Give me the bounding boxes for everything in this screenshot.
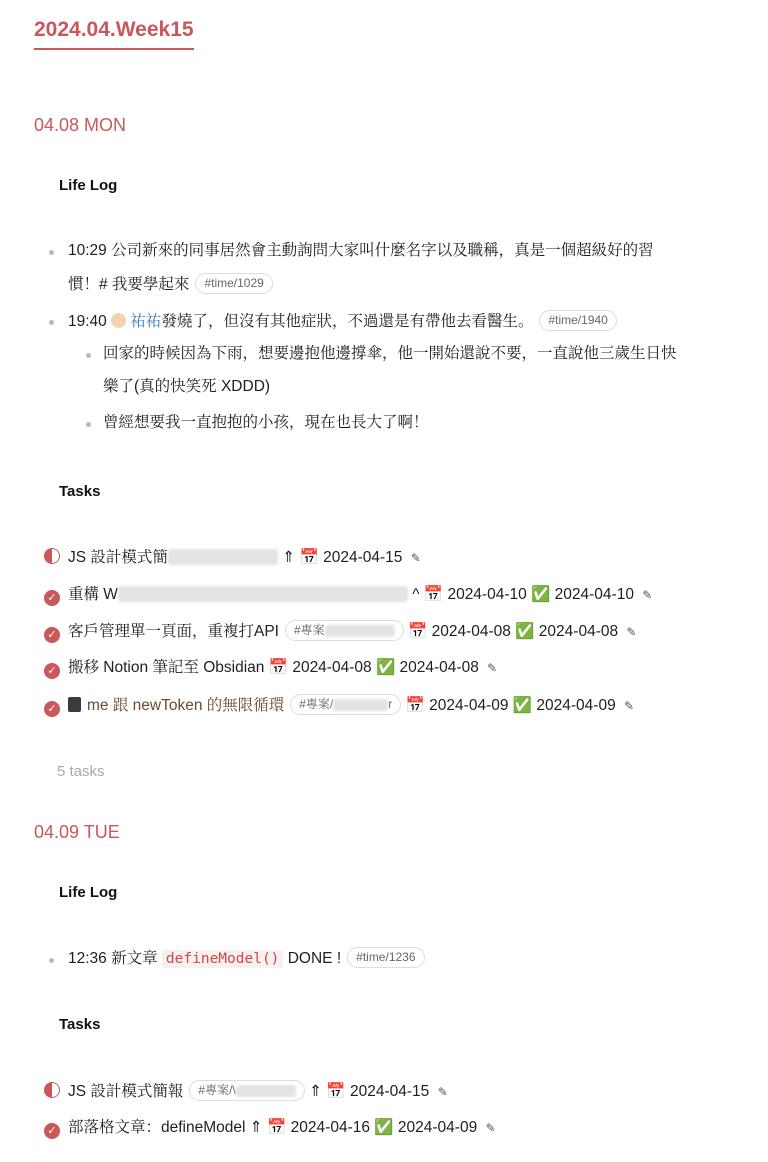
redacted-text bbox=[333, 699, 388, 711]
log-text: 10:29 公司新來的同事居然會主動詢問大家叫什麼名字以及職稱，真是一個超級好的習 bbox=[68, 242, 654, 259]
bullet bbox=[86, 422, 91, 427]
start-date: 📅 2024-04-08 bbox=[407, 623, 511, 640]
day-title-tue: 04.09 TUE bbox=[34, 822, 120, 842]
pencil-icon[interactable]: ✎ bbox=[642, 588, 653, 602]
check-circle-icon[interactable]: ✓ bbox=[44, 1123, 60, 1139]
task-label: 客戶管理單一頁面，重複打API bbox=[68, 623, 279, 640]
baby-emoji-icon bbox=[111, 313, 126, 328]
task-label: 部落格文章：defineModel bbox=[68, 1119, 246, 1136]
sub-log-text: 曾經想要我一直抱抱的小孩，現在也長大了啊！ bbox=[103, 414, 429, 431]
redacted-text bbox=[118, 586, 408, 602]
task-row bbox=[44, 1080, 448, 1103]
done-date: ✅ 2024-04-10 bbox=[531, 586, 634, 603]
task-row bbox=[44, 694, 634, 717]
bullet bbox=[86, 353, 91, 358]
task-row bbox=[44, 620, 636, 643]
bullet bbox=[49, 958, 54, 963]
done-date: ✅ 2024-04-08 bbox=[375, 659, 479, 676]
check-circle-icon[interactable]: ✓ bbox=[44, 627, 60, 643]
log-item-1029-cont bbox=[68, 273, 273, 296]
log-time: 19:40 bbox=[68, 313, 107, 330]
start-date: 📅 2024-04-10 bbox=[423, 586, 527, 603]
half-circle-icon[interactable] bbox=[44, 1082, 60, 1098]
redacted-text bbox=[325, 625, 395, 637]
day-title-mon: 04.08 MON bbox=[34, 115, 127, 135]
sub-log-text-cont: 樂了(真的快笑死 XDDD) bbox=[103, 378, 271, 395]
pencil-icon[interactable]: ✎ bbox=[626, 625, 637, 639]
time-tag[interactable]: #time/1236 bbox=[347, 947, 424, 968]
done-date: ✅ 2024-04-09 bbox=[374, 1119, 478, 1136]
start-date: 📅 2024-04-15 bbox=[299, 549, 403, 566]
pencil-icon[interactable]: ✎ bbox=[487, 661, 498, 675]
time-tag[interactable]: #time/1940 bbox=[539, 310, 616, 331]
inline-code: defineModel() bbox=[162, 950, 284, 968]
priority-icon: ⇑ bbox=[249, 1119, 263, 1136]
start-date: 📅 2024-04-16 bbox=[267, 1119, 370, 1136]
log-text: 12:36 新文章 bbox=[68, 950, 158, 967]
pencil-icon[interactable]: ✎ bbox=[437, 1085, 448, 1099]
start-date: 📅 2024-04-09 bbox=[405, 697, 509, 714]
pencil-icon[interactable]: ✎ bbox=[624, 699, 635, 713]
check-circle-icon[interactable]: ✓ bbox=[44, 590, 60, 606]
bullet bbox=[49, 250, 54, 255]
task-row bbox=[44, 584, 652, 606]
redacted-text bbox=[168, 549, 278, 565]
cabinet-icon bbox=[68, 697, 81, 712]
tasks-heading: Tasks bbox=[59, 1016, 101, 1033]
log-text: DONE ! bbox=[287, 950, 342, 967]
check-circle-icon[interactable]: ✓ bbox=[44, 663, 60, 679]
task-label: 重構 W bbox=[68, 586, 118, 603]
done-date: ✅ 2024-04-08 bbox=[515, 623, 619, 640]
pencil-icon[interactable]: ✎ bbox=[485, 1121, 496, 1135]
start-date: 📅 2024-04-08 bbox=[268, 659, 372, 676]
sub-log-text: 回家的時候因為下雨，想要邊抱他邊撐傘，他一開始還說不要，一直說他三歲生日快 bbox=[103, 345, 677, 362]
redacted-text bbox=[236, 1085, 296, 1097]
project-tag[interactable]: #專案 bbox=[285, 620, 404, 641]
project-tag[interactable]: #專案/\ bbox=[189, 1080, 304, 1101]
task-row bbox=[44, 547, 421, 569]
life-log-heading: Life Log bbox=[59, 177, 118, 194]
log-item-1236 bbox=[68, 947, 425, 970]
start-date: 📅 2024-04-15 bbox=[326, 1083, 430, 1100]
task-label: 搬移 Notion 筆記至 Obsidian bbox=[68, 659, 265, 676]
log-text: 發燒了，但沒有其他症狀，不過還是有帶他去看醫生。 bbox=[161, 313, 534, 330]
log-item-1940 bbox=[68, 310, 617, 333]
time-tag[interactable]: #time/1029 bbox=[195, 273, 272, 294]
person-link[interactable]: 祐祐 bbox=[130, 313, 162, 330]
task-label: JS 設計模式簡報 bbox=[68, 1083, 184, 1100]
task-row bbox=[44, 1117, 496, 1139]
task-label: me 跟 newToken 的無限循環 bbox=[87, 697, 285, 714]
week-title: 2024.04.Week15 bbox=[34, 18, 194, 50]
pencil-icon[interactable]: ✎ bbox=[410, 551, 421, 565]
tasks-heading: Tasks bbox=[59, 483, 101, 500]
check-circle-icon[interactable]: ✓ bbox=[44, 701, 60, 717]
task-count: 5 tasks bbox=[57, 763, 105, 780]
project-tag[interactable]: #專案/ r bbox=[290, 694, 401, 715]
bullet bbox=[49, 320, 54, 325]
log-text: 慣！# 我要學起來 bbox=[68, 276, 190, 293]
priority-icon: ⇑ bbox=[309, 1083, 323, 1100]
done-date: ✅ 2024-04-09 bbox=[512, 697, 616, 714]
task-row bbox=[44, 657, 497, 679]
life-log-heading: Life Log bbox=[59, 884, 118, 901]
log-item-1029 bbox=[68, 240, 654, 262]
task-label: JS 設計模式簡 bbox=[68, 549, 168, 566]
priority-icon: ⇑ bbox=[282, 549, 296, 566]
half-circle-icon[interactable] bbox=[44, 548, 60, 564]
priority-icon: ^ bbox=[412, 586, 420, 603]
